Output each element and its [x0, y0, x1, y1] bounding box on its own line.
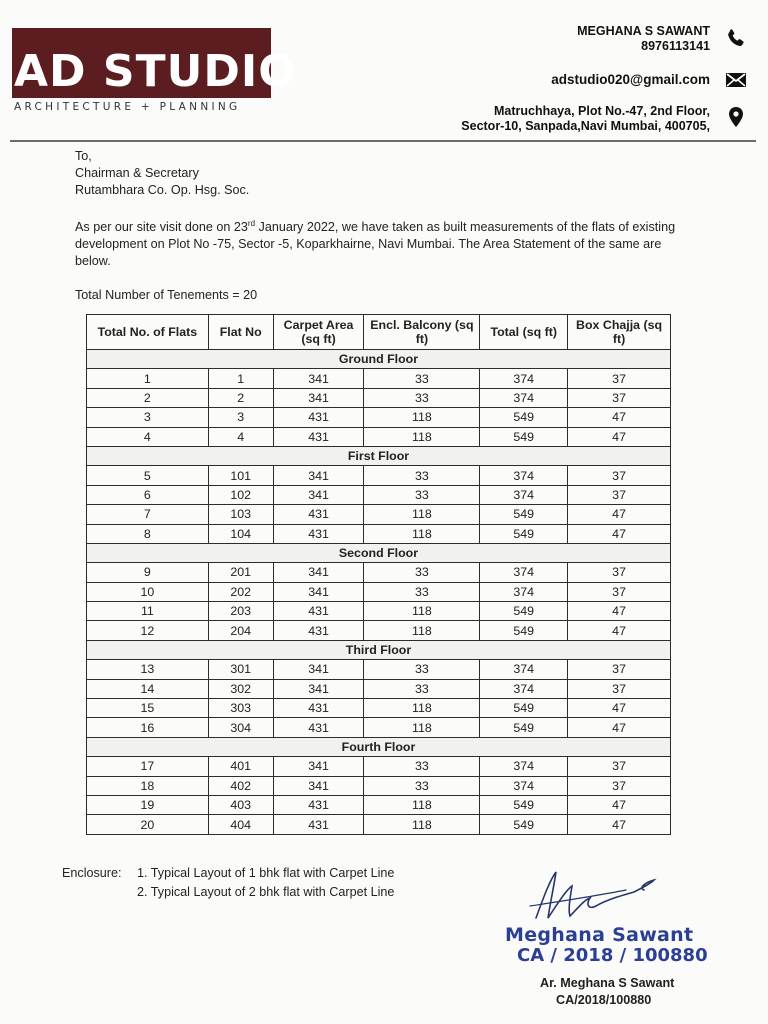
table-cell: 19	[87, 795, 209, 814]
table-cell: 341	[273, 660, 364, 679]
table-cell: 431	[273, 795, 364, 814]
table-cell: 431	[273, 602, 364, 621]
signer-block	[540, 975, 674, 1009]
table-cell: 10	[87, 582, 209, 601]
table-row	[87, 408, 671, 427]
table-cell: 18	[87, 776, 209, 795]
table-row	[87, 505, 671, 524]
table-cell: 6	[87, 485, 209, 504]
table-cell: 103	[208, 505, 273, 524]
table-cell: 549	[480, 795, 568, 814]
recipient-title: Chairman & Secretary	[75, 166, 199, 181]
table-cell: 4	[208, 427, 273, 446]
table-cell: 47	[568, 602, 671, 621]
table-cell: 374	[480, 369, 568, 388]
table-cell: 118	[364, 408, 480, 427]
stamp-ca-number: CA / 2018 / 100880	[517, 945, 708, 966]
table-cell: 341	[273, 582, 364, 601]
table-cell: 33	[364, 776, 480, 795]
table-cell: 14	[87, 679, 209, 698]
floor-row	[87, 543, 671, 562]
table-cell: 33	[364, 563, 480, 582]
table-cell: 549	[480, 699, 568, 718]
table-cell: 403	[208, 795, 273, 814]
table-cell: 104	[208, 524, 273, 543]
table-cell: 341	[273, 485, 364, 504]
header-flat-no: Flat No	[208, 315, 273, 350]
table-cell: 12	[87, 621, 209, 640]
table-cell: 3	[87, 408, 209, 427]
table-cell: 374	[480, 776, 568, 795]
table-cell: 431	[273, 718, 364, 737]
floor-label: Second Floor	[87, 543, 671, 562]
table-cell: 402	[208, 776, 273, 795]
table-cell: 47	[568, 408, 671, 427]
table-cell: 33	[364, 369, 480, 388]
table-row	[87, 699, 671, 718]
location-pin-icon	[724, 105, 748, 129]
table-cell: 33	[364, 679, 480, 698]
table-cell: 20	[87, 815, 209, 834]
contact-name: MEGHANA S SAWANT	[577, 24, 710, 38]
table-cell: 204	[208, 621, 273, 640]
stamp	[505, 924, 708, 966]
address-line-1: Matruchhaya, Plot No.-47, 2nd Floor,	[493, 104, 710, 118]
enclosure-item: 2. Typical Layout of 2 bhk flat with Carpet Line	[137, 884, 395, 899]
contact-address	[461, 104, 710, 135]
table-row	[87, 679, 671, 698]
table-header-row	[87, 315, 671, 350]
table-cell: 15	[87, 699, 209, 718]
table-cell: 549	[480, 815, 568, 834]
table-cell: 37	[568, 485, 671, 504]
table-cell: 202	[208, 582, 273, 601]
phone-icon	[724, 26, 748, 50]
table-cell: 431	[273, 524, 364, 543]
table-cell: 374	[480, 466, 568, 485]
table-cell: 37	[568, 582, 671, 601]
table-cell: 549	[480, 621, 568, 640]
table-cell: 33	[364, 757, 480, 776]
table-cell: 7	[87, 505, 209, 524]
header-total: Total (sq ft)	[480, 315, 568, 350]
table-cell: 13	[87, 660, 209, 679]
table-cell: 47	[568, 795, 671, 814]
table-cell: 118	[364, 718, 480, 737]
table-cell: 102	[208, 485, 273, 504]
table-cell: 118	[364, 621, 480, 640]
table-cell: 47	[568, 427, 671, 446]
table-cell: 431	[273, 699, 364, 718]
enclosure-item: 1. Typical Layout of 1 bhk flat with Carpet Line	[137, 866, 395, 880]
table-cell: 341	[273, 563, 364, 582]
table-cell: 33	[364, 582, 480, 601]
table-cell: 47	[568, 699, 671, 718]
table-cell: 301	[208, 660, 273, 679]
table-cell: 2	[208, 388, 273, 407]
contact-phone: 8976113141	[641, 39, 710, 54]
table-cell: 37	[568, 563, 671, 582]
body-paragraph: As per our site visit done on 23rd January 2022, we have taken as built measurements of the flats of existing development on Plot No -75, Sector -5, Koparkhairne, Navi Mumbai. The Area Statement of the same are below.	[75, 219, 676, 269]
table-cell: 47	[568, 718, 671, 737]
table-cell: 47	[568, 524, 671, 543]
table-cell: 33	[364, 466, 480, 485]
floor-label: Third Floor	[87, 640, 671, 659]
floor-row	[87, 350, 671, 369]
signer-name: Ar. Meghana S Sawant	[540, 976, 675, 990]
table-cell: 431	[273, 621, 364, 640]
table-row	[87, 718, 671, 737]
table-row	[87, 815, 671, 834]
table-cell: 118	[364, 699, 480, 718]
table-cell: 431	[273, 427, 364, 446]
table-cell: 37	[568, 679, 671, 698]
table-cell: 374	[480, 660, 568, 679]
floor-label: First Floor	[87, 446, 671, 465]
table-cell: 1	[208, 369, 273, 388]
table-cell: 431	[273, 505, 364, 524]
table-cell: 4	[87, 427, 209, 446]
table-row	[87, 369, 671, 388]
table-cell: 118	[364, 815, 480, 834]
table-cell: 549	[480, 718, 568, 737]
table-cell: 47	[568, 505, 671, 524]
address-line-2: Sector-10, Sanpada,Navi Mumbai, 400705,	[461, 119, 710, 134]
table-cell: 37	[568, 466, 671, 485]
table-cell: 47	[568, 621, 671, 640]
header-rule	[10, 140, 756, 142]
table-row	[87, 582, 671, 601]
header-encl-balcony: Encl. Balcony (sq ft)	[364, 315, 480, 350]
table-cell: 2	[87, 388, 209, 407]
table-row	[87, 757, 671, 776]
logo-tagline: ARCHITECTURE + PLANNING	[14, 101, 241, 113]
table-cell: 101	[208, 466, 273, 485]
area-statement-table	[86, 314, 671, 835]
table-cell: 9	[87, 563, 209, 582]
table-row	[87, 563, 671, 582]
table-cell: 431	[273, 408, 364, 427]
table-row	[87, 776, 671, 795]
table-cell: 11	[87, 602, 209, 621]
floor-row	[87, 446, 671, 465]
table-cell: 16	[87, 718, 209, 737]
table-cell: 203	[208, 602, 273, 621]
header-total-no-flats: Total No. of Flats	[87, 315, 209, 350]
table-cell: 37	[568, 660, 671, 679]
table-cell: 33	[364, 660, 480, 679]
table-cell: 374	[480, 757, 568, 776]
table-row	[87, 485, 671, 504]
contact-email: adstudio020@gmail.com	[551, 72, 710, 87]
table-cell: 374	[480, 679, 568, 698]
table-cell: 549	[480, 427, 568, 446]
table-cell: 302	[208, 679, 273, 698]
table-cell: 404	[208, 815, 273, 834]
table-row	[87, 466, 671, 485]
stamp-name: Meghana Sawant	[505, 924, 694, 946]
table-row	[87, 524, 671, 543]
table-row	[87, 427, 671, 446]
table-cell: 118	[364, 505, 480, 524]
table-cell: 1	[87, 369, 209, 388]
logo: AD STUDIO	[14, 46, 297, 97]
mail-icon	[724, 68, 748, 92]
table-cell: 374	[480, 563, 568, 582]
table-cell: 374	[480, 485, 568, 504]
table-cell: 118	[364, 427, 480, 446]
recipient-block	[75, 148, 249, 199]
table-cell: 341	[273, 388, 364, 407]
table-cell: 341	[273, 757, 364, 776]
table-cell: 201	[208, 563, 273, 582]
floor-label: Fourth Floor	[87, 737, 671, 756]
salutation: To,	[75, 149, 92, 163]
table-cell: 47	[568, 815, 671, 834]
table-row	[87, 795, 671, 814]
table-cell: 341	[273, 369, 364, 388]
table-body	[87, 350, 671, 835]
signer-ca-number: CA/2018/100880	[556, 993, 652, 1008]
table-cell: 341	[273, 776, 364, 795]
table-cell: 33	[364, 388, 480, 407]
table-cell: 431	[273, 815, 364, 834]
table-cell: 33	[364, 485, 480, 504]
recipient-society: Rutambhara Co. Op. Hsg. Soc.	[75, 183, 250, 198]
floor-row	[87, 737, 671, 756]
header-box-chajja: Box Chajja (sq ft)	[568, 315, 671, 350]
table-cell: 549	[480, 505, 568, 524]
table-cell: 118	[364, 795, 480, 814]
table-cell: 37	[568, 388, 671, 407]
table-cell: 401	[208, 757, 273, 776]
table-cell: 118	[364, 602, 480, 621]
table-cell: 118	[364, 524, 480, 543]
table-cell: 37	[568, 757, 671, 776]
table-cell: 3	[208, 408, 273, 427]
table-row	[87, 388, 671, 407]
enclosure-label: Enclosure:	[62, 866, 122, 880]
floor-row	[87, 640, 671, 659]
signature	[526, 866, 661, 930]
table-row	[87, 602, 671, 621]
table-cell: 341	[273, 679, 364, 698]
floor-label: Ground Floor	[87, 350, 671, 369]
table-cell: 341	[273, 466, 364, 485]
table-row	[87, 660, 671, 679]
header-carpet-area: Carpet Area (sq ft)	[273, 315, 364, 350]
table-cell: 17	[87, 757, 209, 776]
table-cell: 304	[208, 718, 273, 737]
table-cell: 37	[568, 369, 671, 388]
table-cell: 303	[208, 699, 273, 718]
table-cell: 8	[87, 524, 209, 543]
tenements-count: Total Number of Tenements = 20	[75, 288, 258, 302]
table-row	[87, 621, 671, 640]
table-cell: 37	[568, 776, 671, 795]
table-cell: 374	[480, 582, 568, 601]
table-cell: 5	[87, 466, 209, 485]
table-cell: 549	[480, 524, 568, 543]
table-cell: 374	[480, 388, 568, 407]
table-cell: 549	[480, 602, 568, 621]
contact-block	[577, 24, 710, 55]
table-cell: 549	[480, 408, 568, 427]
